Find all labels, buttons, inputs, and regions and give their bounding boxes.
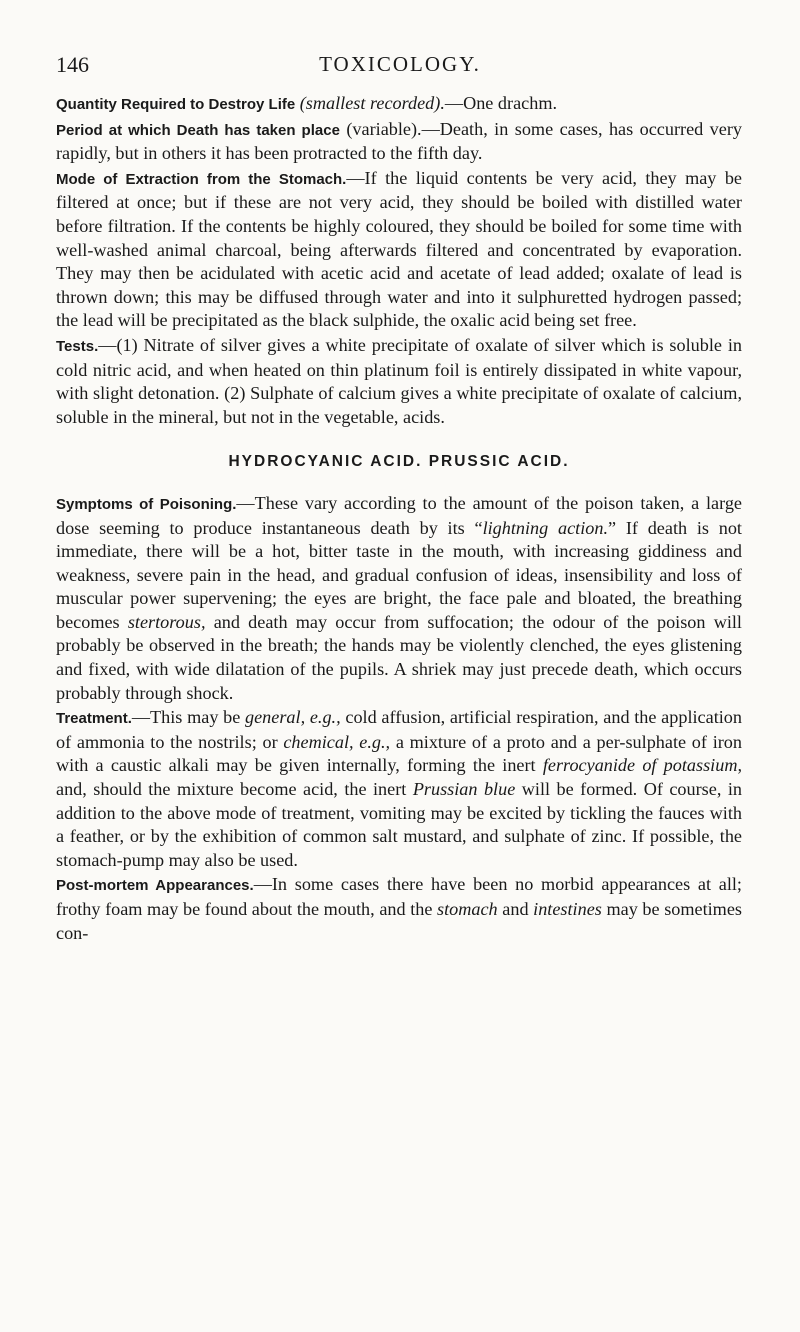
tests-text: —(1) Nitrate of silver gives a white precipitate of oxalate of silver which is soluble in cold nitric acid, and when heated on thin platinum foil is entirely dissipated in white vapour, with slight detonation. (2) Sulphate of calcium gives a white precipitate of oxalate of calcium, soluble in the mineral, but not in the vegetable, acids.: [56, 334, 742, 427]
section-heading: HYDROCYANIC ACID. PRUSSIC ACID.: [228, 453, 570, 471]
quantity-emphasis: (smallest recorded).: [299, 93, 445, 113]
tests-heading: Tests.: [56, 337, 99, 355]
treatment-emphasis-prussian-blue: Prussian blue: [412, 779, 516, 800]
symptoms-heading: Symptoms of Poisoning.: [56, 495, 237, 513]
post-mortem-heading: Post-mortem Appearances.: [56, 877, 254, 895]
symptoms-emphasis-lightning: lightning action.: [482, 517, 609, 538]
period-text: (variable).—Death, in some cases, has occurred very rapidly, but in others it has been protracted to the fifth day.: [56, 118, 742, 164]
treatment-emphasis-ferrocyanide: ferrocyanide of potassium,: [542, 755, 743, 776]
paragraph-tests: [56, 334, 742, 429]
paragraph-period: [56, 118, 742, 166]
period-heading: Period at which Death has taken place: [56, 121, 340, 139]
symptoms-text-b: ” If death is not immediate, there will be a hot, bitter taste in the mouth, with increasing giddiness and weakness, severe pain in the head, and gradual confusion of ideas, insensibility and loss of muscular power supervening; the eyes are bright, the face pale and bloated, the breathing becomes: [56, 517, 742, 632]
symptoms-text-c: and death may occur from suffocation; the odour of the poison will probably be observed in the breath; the hands may be violently clenched, the eyes glistening and fixed, with wide dilatation of the pupils. A shriek may just precede death, which occurs probably through shock.: [56, 611, 742, 703]
post-mortem-emphasis-intestines: intestines: [533, 899, 602, 919]
paragraph-symptoms: [56, 492, 742, 705]
paragraph-mode-of-extraction: [56, 167, 742, 333]
symptoms-emphasis-stertorous: stertorous,: [127, 611, 206, 632]
treatment-text-e: will be formed. Of course, in addition to the above mode of treatment, vomiting may be excited by tickling the fauces with a feather, or by the exhibition of common salt mustard, and sulphate of zinc. If possible, the stomach-pump may also be used.: [56, 779, 742, 870]
treatment-text-b: cold affusion, artificial respiration, and the application of ammonia to the nostrils; or: [56, 707, 742, 752]
treatment-text-a: —This may be: [131, 707, 246, 728]
post-mortem-text-c: may be sometimes con-: [56, 899, 742, 943]
paragraph-treatment: [56, 706, 742, 872]
running-title: TOXICOLOGY.: [319, 52, 481, 76]
running-head: [56, 52, 744, 82]
mode-heading: Mode of Extraction from the Stomach.: [56, 170, 347, 188]
treatment-heading: Treatment.: [56, 710, 132, 728]
treatment-text-d: and, should the mixture become acid, the inert: [56, 779, 413, 800]
post-mortem-text-a: —In some cases there have been no morbid appearances at all; frothy foam may be found about the mouth, and the: [56, 874, 742, 919]
symptoms-text-a: —These vary according to the amount of the poison taken, a large dose seeming to produce instantaneous death by its “: [56, 492, 743, 538]
page-body: [56, 92, 742, 945]
post-mortem-emphasis-stomach: stomach: [437, 899, 498, 919]
page-number: 146: [56, 52, 89, 77]
post-mortem-text-b: and: [497, 899, 534, 919]
treatment-text-c: a mixture of a proto and a per-sulphate of iron with a caustic alkali may be given internally, forming the inert: [56, 731, 742, 776]
quantity-text: —One drachm.: [444, 93, 558, 113]
quantity-heading: Quantity Required to Destroy Life: [56, 96, 296, 113]
paragraph-quantity: [56, 92, 742, 117]
paragraph-post-mortem: [56, 873, 742, 945]
treatment-emphasis-chemical: chemical, e.g.,: [283, 731, 391, 752]
mode-text: —If the liquid contents be very acid, they may be filtered at once; but if these are not very acid, they should be boiled with distilled water before filtration. If the contents be highly coloured, they should be boiled for some time with well-washed animal charcoal, being afterwards filtered and concentrated by evaporation. They may then be acidulated with acetic acid and acetate of lead added; oxalate of lead is thrown down; this may be diffused through water and into it sulphuretted hydrogen passed; the lead will be precipitated as the black sulphide, the oxalic acid being set free.: [56, 167, 743, 331]
treatment-emphasis-general: general, e.g.,: [245, 707, 341, 728]
